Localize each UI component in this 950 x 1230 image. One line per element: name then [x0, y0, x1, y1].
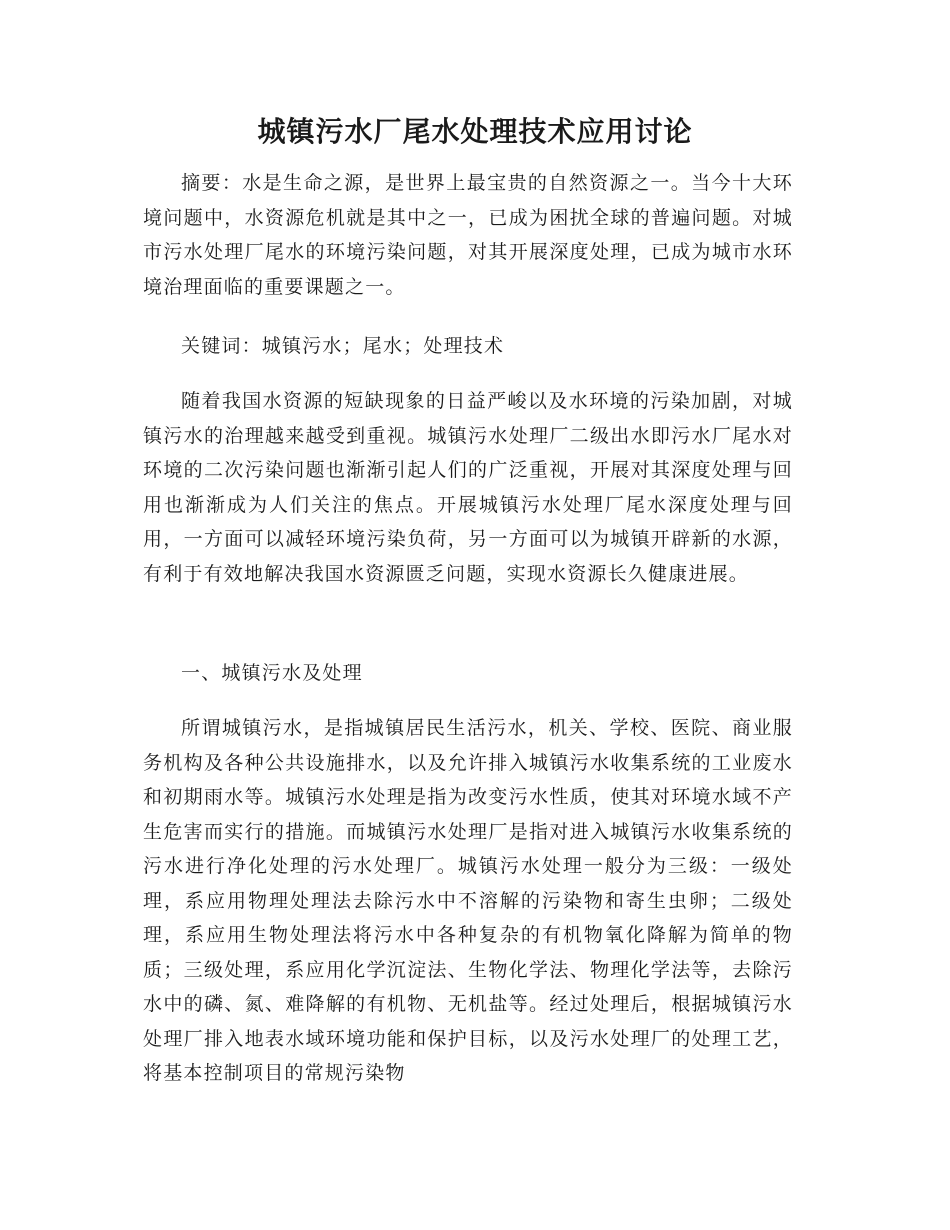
keywords-paragraph: 关键词：城镇污水；尾水；处理技术 [181, 335, 505, 357]
document-title: 城镇污水厂尾水处理技术应用讨论 [257, 115, 693, 148]
intro-paragraph: 随着我国水资源的短缺现象的日益严峻以及水环境的污染加剧，对城镇污水的治理越来越受到重视。城镇污水处理厂二级出水即污水厂尾水对环境的二次污染问题也渐渐引起人们的广泛重视，开展对其深度处理与回用也渐渐成为人们关注的焦点。开展城镇污水处理厂尾水深度处理与回用，一方面可以减轻环境污染负荷，另一方面可以为城镇开辟新的水源，有利于有效地解决我国水资源匮乏问题，实现水资源长久健康进展。 [143, 390, 793, 585]
abstract-paragraph: 摘要：水是生命之源，是世界上最宝贵的自然资源之一。当今十大环境问题中，水资源危机就是其中之一，已成为困扰全球的普遍问题。对城市污水处理厂尾水的环境污染问题，对其开展深度处理，已成为城市水环境治理面临的重要课题之一。 [143, 172, 793, 298]
section-heading-1: 一、城镇污水及处理 [181, 662, 363, 684]
section-1-body-paragraph: 所谓城镇污水，是指城镇居民生活污水，机关、学校、医院、商业服务机构及各种公共设施排水，以及允许排入城镇污水收集系统的工业废水和初期雨水等。城镇污水处理是指为改变污水性质，使其对环境水域不产生危害而实行的措施。而城镇污水处理厂是指对进入城镇污水收集系统的污水进行净化处理的污水处理厂。城镇污水处理一般分为三级：一级处理，系应用物理处理法去除污水中不溶解的污染物和寄生虫卵；二级处理，系应用生物处理法将污水中各种复杂的有机物氧化降解为简单的物质；三级处理，系应用化学沉淀法、生物化学法、物理化学法等，去除污水中的磷、氮、难降解的有机物、无机盐等。经过处理后，根据城镇污水处理厂排入地表水域环境功能和保护目标，以及污水处理厂的处理工艺，将基本控制项目的常规污染物 [143, 717, 793, 1084]
